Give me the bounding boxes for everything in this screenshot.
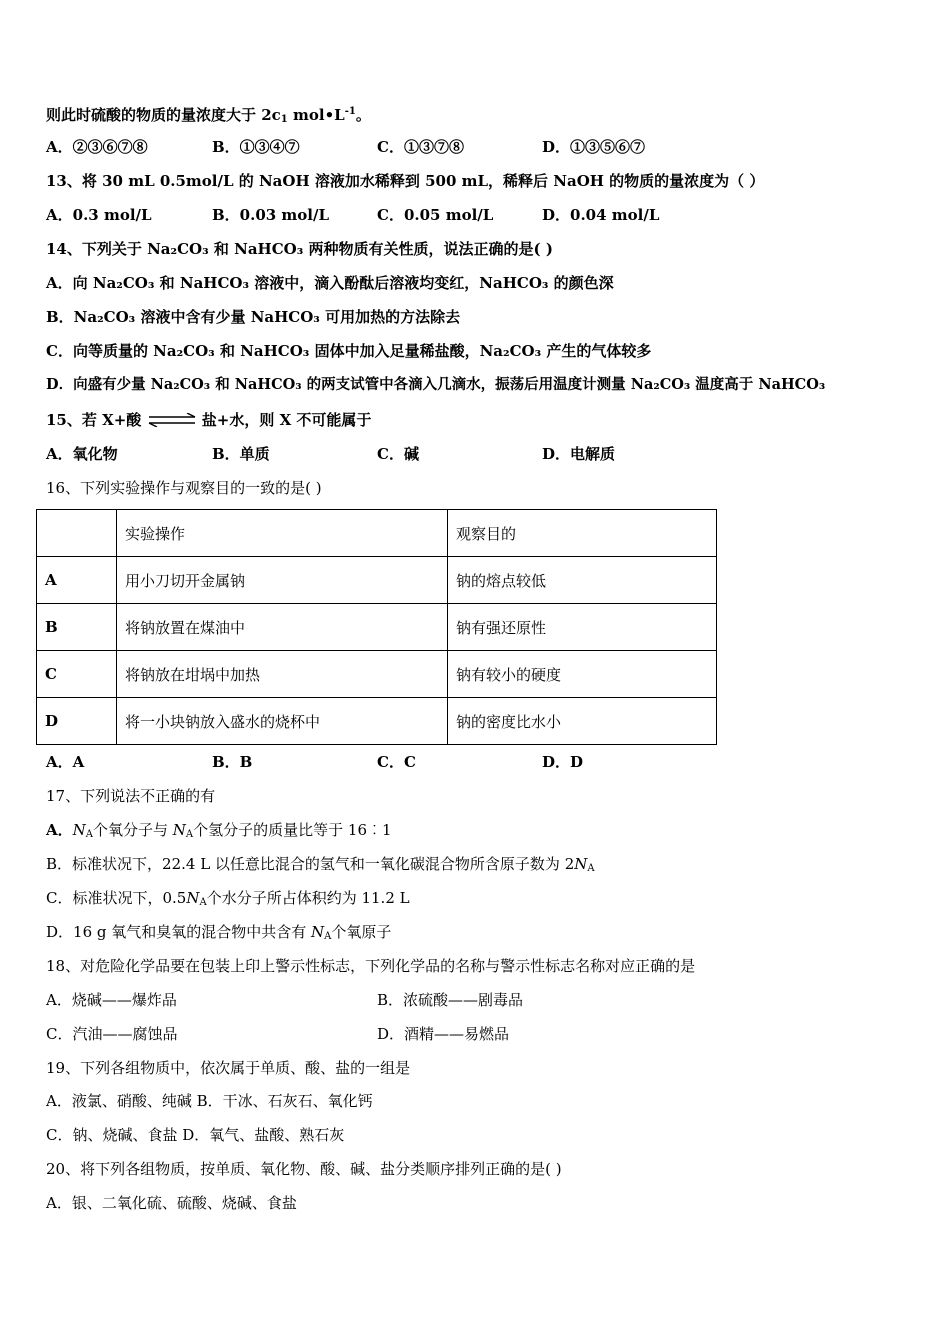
table-cell: D [37,698,117,745]
na-symbol: N [172,821,186,839]
table-cell: B [37,604,117,651]
na-sub: A [185,829,194,840]
q20-option-a: A．银、二氧化硫、硫酸、烧碱、食盐 [46,1194,297,1212]
table-cell: 将钠放在坩埚中加热 [117,651,448,698]
q19-stem: 19、下列各组物质中，依次属于单质、酸、盐的一组是 [46,1059,411,1077]
q15-option-c: C．碱 [377,445,419,463]
table-row [37,604,717,651]
q16-stem: 16、下列实验操作与观察目的一致的是( ) [46,479,322,497]
table-cell: A [37,557,117,604]
q14-option-b: B．Na₂CO₃ 溶液中含有少量 NaHCO₃ 可用加热的方法除去 [46,308,461,326]
q12-tail-unit: mol•L [287,106,345,124]
q13-option-a: A．0.3 mol/L [46,206,152,224]
q17-option-a [46,820,392,845]
q17-a-label: A． [46,821,73,839]
q13-stem: 13、将 30 mL 0.5mol/L 的 NaOH 溶液加水稀释到 500 mL，稀释后 NaOH 的物质的量浓度为（ ） [46,172,765,190]
na-symbol: N [574,855,588,873]
table-cell: 钠的熔点较低 [448,557,717,604]
q12-tail-sub: 1 [280,114,288,125]
q12-option-b: B．①③④⑦ [212,138,300,156]
table-cell: 钠有较小的硬度 [448,651,717,698]
experiment-table [36,509,717,745]
q15-stem-a: 15、若 X+酸 [46,411,142,429]
q12-tail-end: 。 [355,106,371,124]
q17-option-c [46,888,410,913]
q16-option-b: B．B [212,753,253,771]
q16-option-c: C．C [377,753,416,771]
q12-option-c: C．①③⑦⑧ [377,138,464,156]
na-symbol: N [311,923,325,941]
q12-option-d: D．①③⑤⑥⑦ [542,138,646,156]
q19-options-cd: C．钠、烧碱、食盐 D．氧气、盐酸、熟石灰 [46,1126,345,1144]
table-cell: 用小刀切开金属钠 [117,557,448,604]
q16-option-a: A．A [46,753,85,771]
q15-stem-b: 盐+水，则 X 不可能属于 [201,411,372,429]
q15-option-b: B．单质 [212,445,270,463]
q18-option-d: D．酒精——易燃品 [377,1025,510,1043]
q19-options-ab: A．液氯、硝酸、纯碱 B．干冰、石灰石、氧化钙 [46,1092,373,1110]
q12-tail-text: 则此时硫酸的物质的量浓度大于 2c [46,106,281,124]
q12-tail-sup: -1 [344,106,356,117]
q13-option-b: B．0.03 mol/L [212,206,330,224]
q20-stem: 20、将下列各组物质，按单质、氧化物、酸、碱、盐分类顺序排列正确的是( ) [46,1160,562,1178]
q18-option-c: C．汽油——腐蚀品 [46,1025,178,1043]
equilibrium-arrow-icon [147,413,197,427]
q17-c-end: 个水分子所占体积约为 11.2 L [206,889,410,907]
q17-d-end: 个氧原子 [331,923,392,941]
q18-stem: 18、对危险化学品要在包装上印上警示性标志，下列化学品的名称与警示性标志名称对应正确的是 [46,957,696,975]
q15-option-d: D．电解质 [542,445,616,463]
q17-d-text: D．16 g 氧气和臭氧的混合物中共含有 [46,923,312,941]
q18-option-b: B．浓硫酸——剧毒品 [377,991,524,1009]
table-cell: C [37,651,117,698]
q17-b-text: B．标准状况下，22.4 L 以任意比混合的氢气和一氧化碳混合物所含原子数为 2 [46,855,575,873]
q12-option-a: A．②③⑥⑦⑧ [46,138,148,156]
table-cell: 将钠放置在煤油中 [117,604,448,651]
na-sub: A [199,897,207,908]
table-header-cell [37,510,117,557]
table-header-cell: 实验操作 [117,510,448,557]
table-row [37,557,717,604]
q15-option-a: A．氧化物 [46,445,118,463]
q17-a-end: 个氢分子的质量比等于 16︰1 [193,821,392,839]
q14-option-d: D．向盛有少量 Na₂CO₃ 和 NaHCO₃ 的两支试管中各滴入几滴水，振荡后用温度计测量 Na₂CO₃ 温度高于 NaHCO₃ [46,376,826,393]
table-row [37,651,717,698]
q14-option-a: A．向 Na₂CO₃ 和 NaHCO₃ 溶液中，滴入酚酞后溶液均变红，NaHCO₃ 的颜色深 [46,274,614,292]
q12-stem-tail [46,102,371,130]
table-cell: 钠有强还原性 [448,604,717,651]
q13-option-c: C．0.05 mol/L [377,206,494,224]
q18-option-a: A．烧碱——爆炸品 [46,991,177,1009]
table-cell: 钠的密度比水小 [448,698,717,745]
q16-option-d: D．D [542,753,584,771]
q14-stem: 14、下列关于 Na₂CO₃ 和 NaHCO₃ 两种物质有关性质，说法正确的是( ) [46,240,553,258]
q15-stem [46,410,371,430]
table-cell: 将一小块钠放入盛水的烧杯中 [117,698,448,745]
na-sub: A [85,829,93,840]
q17-a-mid: 个氧分子与 [93,821,173,839]
na-sub: A [324,931,332,942]
na-sub: A [587,863,595,874]
q17-c-text: C．标准状况下，0.5 [46,889,187,907]
table-header-cell: 观察目的 [448,510,717,557]
na-symbol: N [186,889,200,907]
q17-option-b [46,854,595,879]
q17-stem: 17、下列说法不正确的有 [46,787,216,805]
q17-option-d [46,922,391,947]
q14-option-c: C．向等质量的 Na₂CO₃ 和 NaHCO₃ 固体中加入足量稀盐酸，Na₂CO₃ 产生的气体较多 [46,342,652,360]
q13-option-d: D．0.04 mol/L [542,206,660,224]
table-header-row [37,510,717,557]
na-symbol: N [72,821,86,839]
table-row [37,698,717,745]
